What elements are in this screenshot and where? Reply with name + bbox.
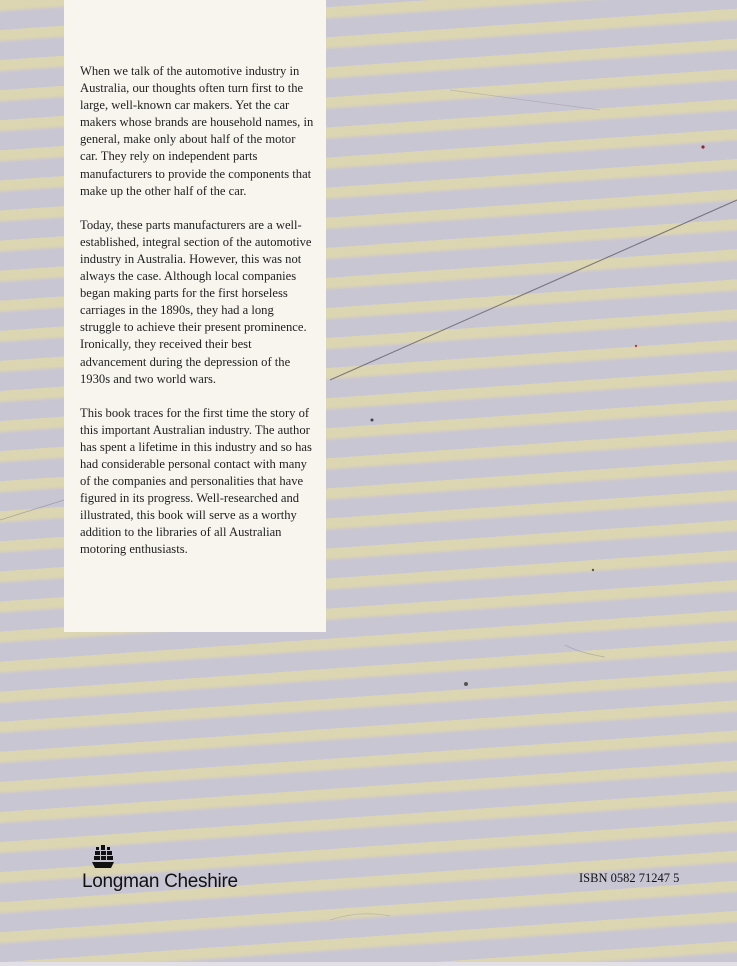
- scuff-mark: [565, 645, 605, 657]
- blurb-paragraph-2: Today, these parts manufacturers are a well-established, integral section of the automotive industry in Australia. However, this was not always the case. Although local companies began making parts for the first horseless carriages in the 1890s, they had a long struggle to achieve their present prominence. Ironically, they received their best advancement during the depression of the 1930s and two world wars.: [80, 217, 312, 386]
- publisher-name: Longman Cheshire: [82, 871, 238, 892]
- blurb-paragraph-1: When we talk of the automotive industry in Australia, our thoughts often turn first to the large, well-known car makers. Yet the car makers whose brands are household names, in general, make only about half of the motor car. They rely on independent parts manufacturers to provide the components that make up the other half of the car.: [80, 64, 314, 198]
- cover-bottom-edge: [0, 962, 737, 966]
- publisher-mark: [82, 845, 238, 893]
- crease-line-left: [0, 500, 64, 520]
- isbn-number: ISBN 0582 71247 5: [579, 871, 680, 885]
- spot-mark: [464, 682, 468, 686]
- crease-line: [330, 200, 737, 380]
- blurb-paragraph-3: This book traces for the first time the story of this important Australian industry. The author has spent a lifetime in this industry and so has had considerable personal contact with many of the companies and personalities that have figured in its progress. Well-researched and illustrated, this book will serve as a worthy addition to the libraries of all Australian motoring enthusiasts.: [80, 405, 312, 557]
- ship-icon: [92, 845, 114, 869]
- blurb-panel: [64, 0, 326, 632]
- spot-mark: [635, 345, 637, 347]
- scuff-mark: [450, 90, 600, 110]
- spot-mark: [592, 569, 594, 571]
- spot-mark: [371, 419, 374, 422]
- scuff-mark: [330, 914, 390, 920]
- spot-mark: [701, 145, 704, 148]
